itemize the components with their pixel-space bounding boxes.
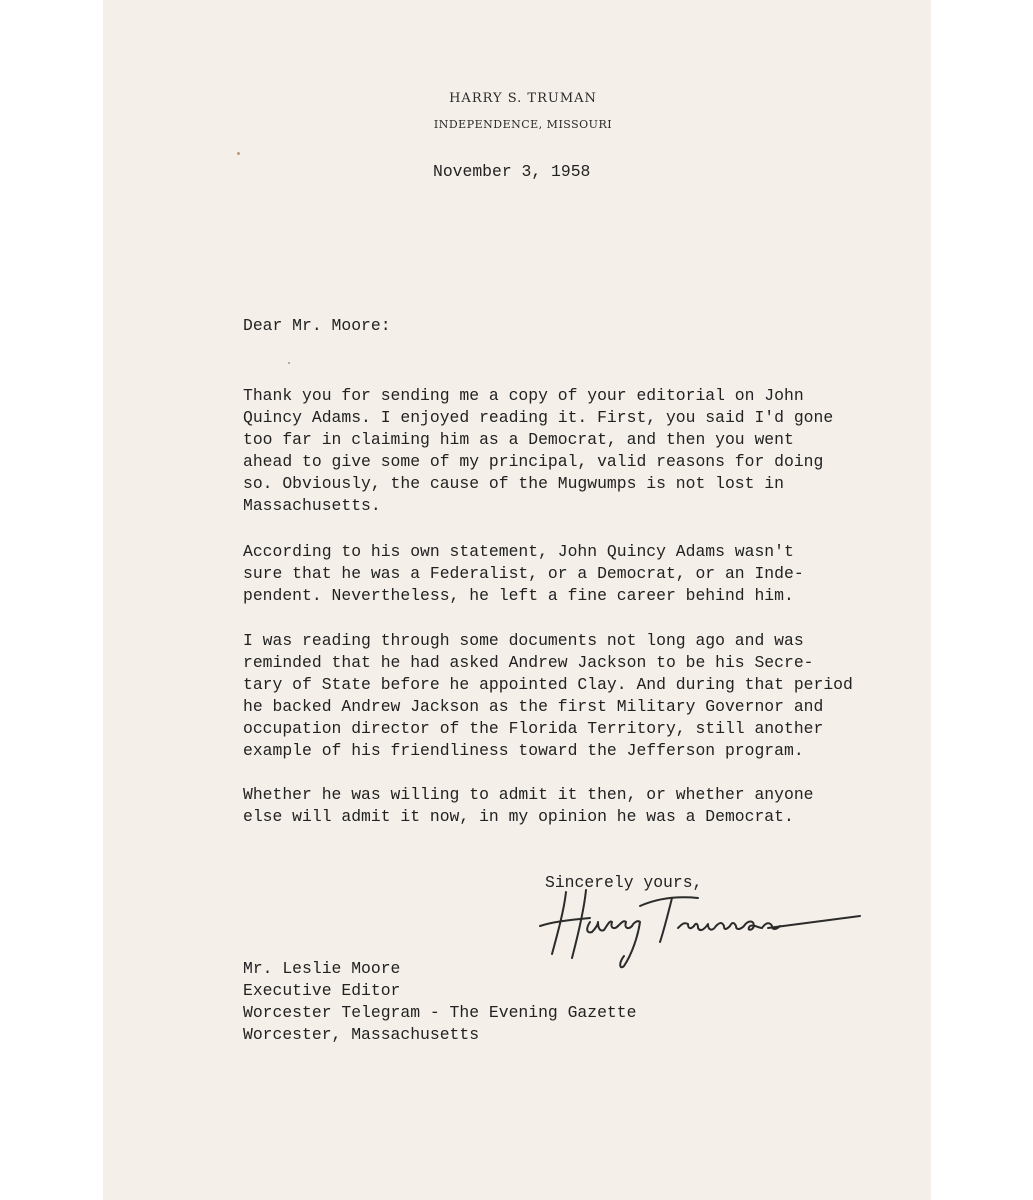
recipient-title: Executive Editor bbox=[243, 981, 401, 1000]
paragraph-line: reminded that he had asked Andrew Jackson to be his Secre- bbox=[243, 653, 814, 672]
paragraph-line: example of his friendliness toward the Jefferson program. bbox=[243, 741, 804, 760]
paragraph-line: ahead to give some of my principal, valid reasons for doing bbox=[243, 452, 824, 471]
letterhead-place: INDEPENDENCE, MISSOURI bbox=[433, 118, 613, 131]
paragraph-line: pendent. Nevertheless, he left a fine career behind him. bbox=[243, 586, 794, 605]
recipient-name: Mr. Leslie Moore bbox=[243, 959, 401, 978]
recipient-organization: Worcester Telegram - The Evening Gazette bbox=[243, 1003, 637, 1022]
letter-date: November 3, 1958 bbox=[433, 162, 591, 181]
paper-speck bbox=[288, 362, 290, 364]
signature bbox=[528, 880, 873, 970]
recipient-location: Worcester, Massachusetts bbox=[243, 1025, 480, 1044]
paragraph-line: Thank you for sending me a copy of your editorial on John bbox=[243, 386, 804, 405]
letterhead-name: HARRY S. TRUMAN bbox=[449, 91, 597, 106]
letter-page bbox=[103, 0, 931, 1200]
paragraph-line: occupation director of the Florida Territory, still another bbox=[243, 719, 824, 738]
paragraph-line: According to his own statement, John Quincy Adams wasn't bbox=[243, 542, 794, 561]
paper-speck bbox=[237, 152, 240, 155]
paragraph-3 bbox=[243, 630, 853, 762]
paragraph-4 bbox=[243, 784, 814, 828]
salutation: Dear Mr. Moore: bbox=[243, 316, 391, 335]
paragraph-line: I was reading through some documents not long ago and was bbox=[243, 631, 804, 650]
paragraph-2 bbox=[243, 541, 804, 607]
paragraph-line: he backed Andrew Jackson as the first Military Governor and bbox=[243, 697, 824, 716]
paragraph-line: Whether he was willing to admit it then, or whether anyone bbox=[243, 785, 814, 804]
recipient-address bbox=[243, 958, 636, 1046]
paragraph-line: too far in claiming him as a Democrat, and then you went bbox=[243, 430, 794, 449]
paragraph-1 bbox=[243, 385, 833, 517]
closing: Sincerely yours, bbox=[545, 873, 703, 892]
paragraph-line: Quincy Adams. I enjoyed reading it. First, you said I'd gone bbox=[243, 408, 834, 427]
paragraph-line: sure that he was a Federalist, or a Democrat, or an Inde- bbox=[243, 564, 804, 583]
paragraph-line: tary of State before he appointed Clay. And during that period bbox=[243, 675, 853, 694]
paragraph-line: so. Obviously, the cause of the Mugwumps is not lost in bbox=[243, 474, 784, 493]
paragraph-line: Massachusetts. bbox=[243, 496, 381, 515]
paragraph-line: else will admit it now, in my opinion he was a Democrat. bbox=[243, 807, 794, 826]
